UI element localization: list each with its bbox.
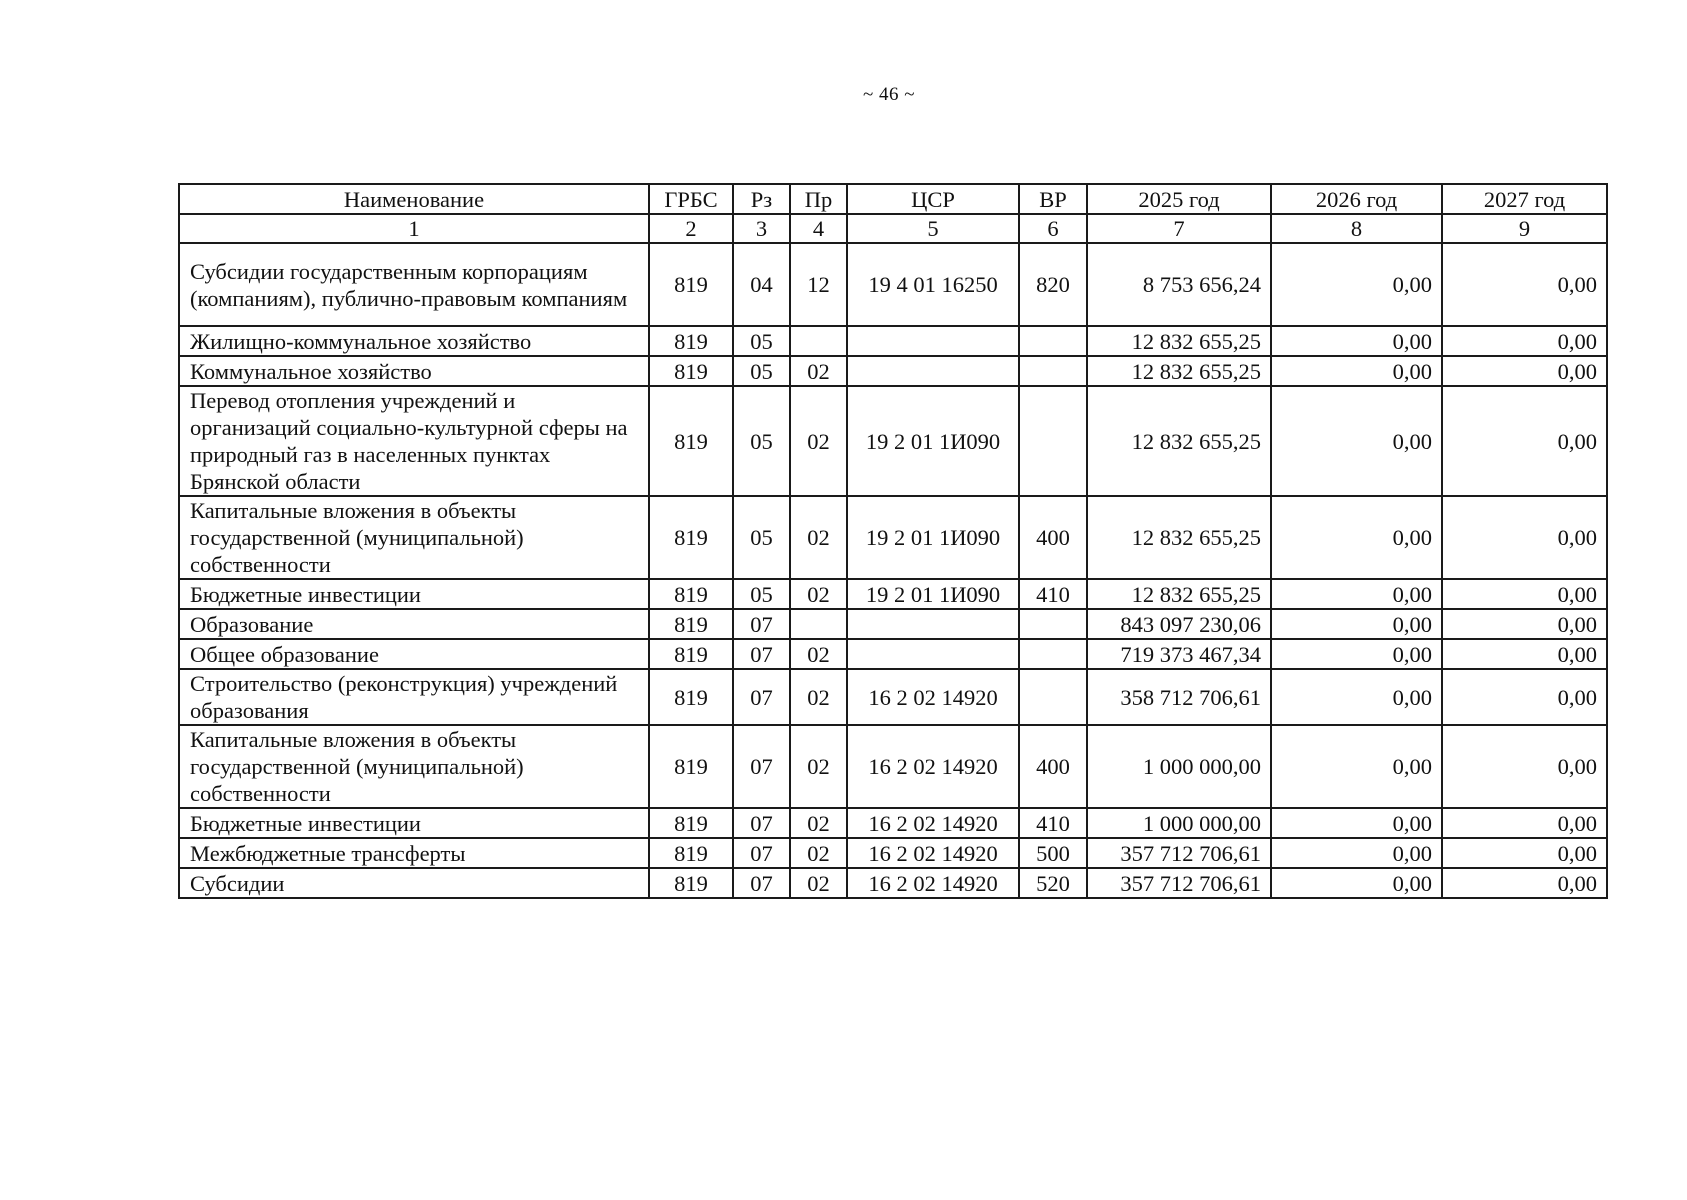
table-row [179,868,1607,898]
cell-2026: 0,00 [1271,326,1442,356]
cell-2025: 358 712 706,61 [1087,669,1271,725]
header-2026: 2026 год [1271,184,1442,214]
cell-name: Субсидии [179,868,649,898]
column-number-2: 2 [649,214,733,243]
cell-csr [847,356,1019,386]
cell-csr: 19 2 01 1И090 [847,579,1019,609]
cell-vr: 400 [1019,725,1087,808]
cell-csr: 19 2 01 1И090 [847,496,1019,579]
cell-2026: 0,00 [1271,725,1442,808]
cell-name: Жилищно-коммунальное хозяйство [179,326,649,356]
table-row [179,386,1607,496]
table-row [179,243,1607,326]
cell-2025: 1 000 000,00 [1087,808,1271,838]
cell-name: Субсидии государственным корпорациям (компаниям), публично-правовым компаниям [179,243,649,326]
column-number-8: 8 [1271,214,1442,243]
cell-vr: 520 [1019,868,1087,898]
cell-2025: 12 832 655,25 [1087,356,1271,386]
cell-pr: 02 [790,386,847,496]
cell-grbs: 819 [649,639,733,669]
cell-rz: 05 [733,579,790,609]
cell-grbs: 819 [649,326,733,356]
cell-name: Бюджетные инвестиции [179,808,649,838]
cell-grbs: 819 [649,243,733,326]
cell-csr: 16 2 02 14920 [847,838,1019,868]
cell-pr: 02 [790,808,847,838]
table-body [179,184,1607,898]
cell-name: Строительство (реконструкция) учреждений образования [179,669,649,725]
cell-2027: 0,00 [1442,386,1607,496]
cell-2026: 0,00 [1271,496,1442,579]
cell-vr: 410 [1019,579,1087,609]
table-row [179,725,1607,808]
table-row [179,579,1607,609]
column-numbers-row [179,214,1607,243]
header-rz: Рз [733,184,790,214]
table-row [179,609,1607,639]
cell-pr: 02 [790,725,847,808]
cell-2026: 0,00 [1271,669,1442,725]
cell-2027: 0,00 [1442,579,1607,609]
cell-rz: 07 [733,868,790,898]
cell-pr: 02 [790,838,847,868]
header-vr: ВР [1019,184,1087,214]
column-number-7: 7 [1087,214,1271,243]
cell-rz: 04 [733,243,790,326]
cell-2026: 0,00 [1271,609,1442,639]
cell-2027: 0,00 [1442,808,1607,838]
table-header-row [179,184,1607,214]
header-2027: 2027 год [1442,184,1607,214]
cell-2026: 0,00 [1271,868,1442,898]
cell-pr: 02 [790,639,847,669]
cell-pr [790,326,847,356]
column-number-3: 3 [733,214,790,243]
cell-csr: 16 2 02 14920 [847,725,1019,808]
cell-csr: 16 2 02 14920 [847,868,1019,898]
table-row [179,496,1607,579]
cell-rz: 07 [733,669,790,725]
cell-name: Общее образование [179,639,649,669]
page-number: ~ 46 ~ [862,84,916,105]
header-csr: ЦСР [847,184,1019,214]
cell-grbs: 819 [649,386,733,496]
column-number-5: 5 [847,214,1019,243]
cell-rz: 07 [733,639,790,669]
cell-name: Капитальные вложения в объекты государственной (муниципальной) собственности [179,725,649,808]
cell-2027: 0,00 [1442,639,1607,669]
cell-vr [1019,669,1087,725]
cell-name: Перевод отопления учреждений и организаций социально-культурной сферы на природный газ в населенных пунктах Брянской области [179,386,649,496]
cell-pr: 02 [790,868,847,898]
cell-vr [1019,639,1087,669]
cell-2027: 0,00 [1442,496,1607,579]
cell-vr: 400 [1019,496,1087,579]
cell-2025: 843 097 230,06 [1087,609,1271,639]
cell-name: Коммунальное хозяйство [179,356,649,386]
cell-2025: 719 373 467,34 [1087,639,1271,669]
cell-name: Капитальные вложения в объекты государственной (муниципальной) собственности [179,496,649,579]
cell-rz: 05 [733,496,790,579]
cell-pr: 02 [790,669,847,725]
cell-2027: 0,00 [1442,838,1607,868]
table-row [179,669,1607,725]
cell-rz: 07 [733,725,790,808]
cell-2027: 0,00 [1442,326,1607,356]
cell-2026: 0,00 [1271,356,1442,386]
cell-grbs: 819 [649,808,733,838]
cell-vr [1019,386,1087,496]
cell-rz: 05 [733,386,790,496]
cell-vr [1019,356,1087,386]
table-row [179,838,1607,868]
cell-2027: 0,00 [1442,669,1607,725]
cell-name: Межбюджетные трансферты [179,838,649,868]
cell-2026: 0,00 [1271,386,1442,496]
cell-name: Образование [179,609,649,639]
cell-csr [847,609,1019,639]
cell-grbs: 819 [649,356,733,386]
cell-2026: 0,00 [1271,838,1442,868]
cell-vr: 500 [1019,838,1087,868]
column-number-4: 4 [790,214,847,243]
cell-pr [790,609,847,639]
cell-2026: 0,00 [1271,639,1442,669]
column-number-9: 9 [1442,214,1607,243]
cell-csr: 16 2 02 14920 [847,808,1019,838]
cell-rz: 05 [733,326,790,356]
cell-2025: 12 832 655,25 [1087,326,1271,356]
cell-2027: 0,00 [1442,356,1607,386]
budget-table [178,183,1608,899]
cell-csr: 16 2 02 14920 [847,669,1019,725]
table-row [179,639,1607,669]
cell-pr: 02 [790,356,847,386]
cell-grbs: 819 [649,838,733,868]
cell-2025: 8 753 656,24 [1087,243,1271,326]
cell-2026: 0,00 [1271,243,1442,326]
cell-2025: 12 832 655,25 [1087,496,1271,579]
header-pr: Пр [790,184,847,214]
cell-2025: 12 832 655,25 [1087,386,1271,496]
cell-rz: 07 [733,808,790,838]
cell-grbs: 819 [649,579,733,609]
cell-rz: 07 [733,609,790,639]
cell-2025: 357 712 706,61 [1087,868,1271,898]
cell-vr [1019,609,1087,639]
cell-vr: 820 [1019,243,1087,326]
header-grbs: ГРБС [649,184,733,214]
cell-grbs: 819 [649,868,733,898]
cell-vr: 410 [1019,808,1087,838]
cell-2025: 1 000 000,00 [1087,725,1271,808]
cell-2026: 0,00 [1271,808,1442,838]
cell-2026: 0,00 [1271,579,1442,609]
cell-csr: 19 2 01 1И090 [847,386,1019,496]
cell-2027: 0,00 [1442,609,1607,639]
cell-2025: 12 832 655,25 [1087,579,1271,609]
cell-2027: 0,00 [1442,725,1607,808]
cell-grbs: 819 [649,669,733,725]
column-number-6: 6 [1019,214,1087,243]
cell-2025: 357 712 706,61 [1087,838,1271,868]
cell-2027: 0,00 [1442,243,1607,326]
column-number-1: 1 [179,214,649,243]
table-row [179,356,1607,386]
cell-grbs: 819 [649,609,733,639]
cell-pr: 02 [790,579,847,609]
cell-csr: 19 4 01 16250 [847,243,1019,326]
cell-csr [847,326,1019,356]
cell-vr [1019,326,1087,356]
cell-csr [847,639,1019,669]
table-row [179,808,1607,838]
cell-grbs: 819 [649,496,733,579]
cell-pr: 12 [790,243,847,326]
header-name: Наименование [179,184,649,214]
cell-grbs: 819 [649,725,733,808]
cell-pr: 02 [790,496,847,579]
cell-rz: 05 [733,356,790,386]
table-row [179,326,1607,356]
header-2025: 2025 год [1087,184,1271,214]
cell-name: Бюджетные инвестиции [179,579,649,609]
cell-2027: 0,00 [1442,868,1607,898]
cell-rz: 07 [733,838,790,868]
